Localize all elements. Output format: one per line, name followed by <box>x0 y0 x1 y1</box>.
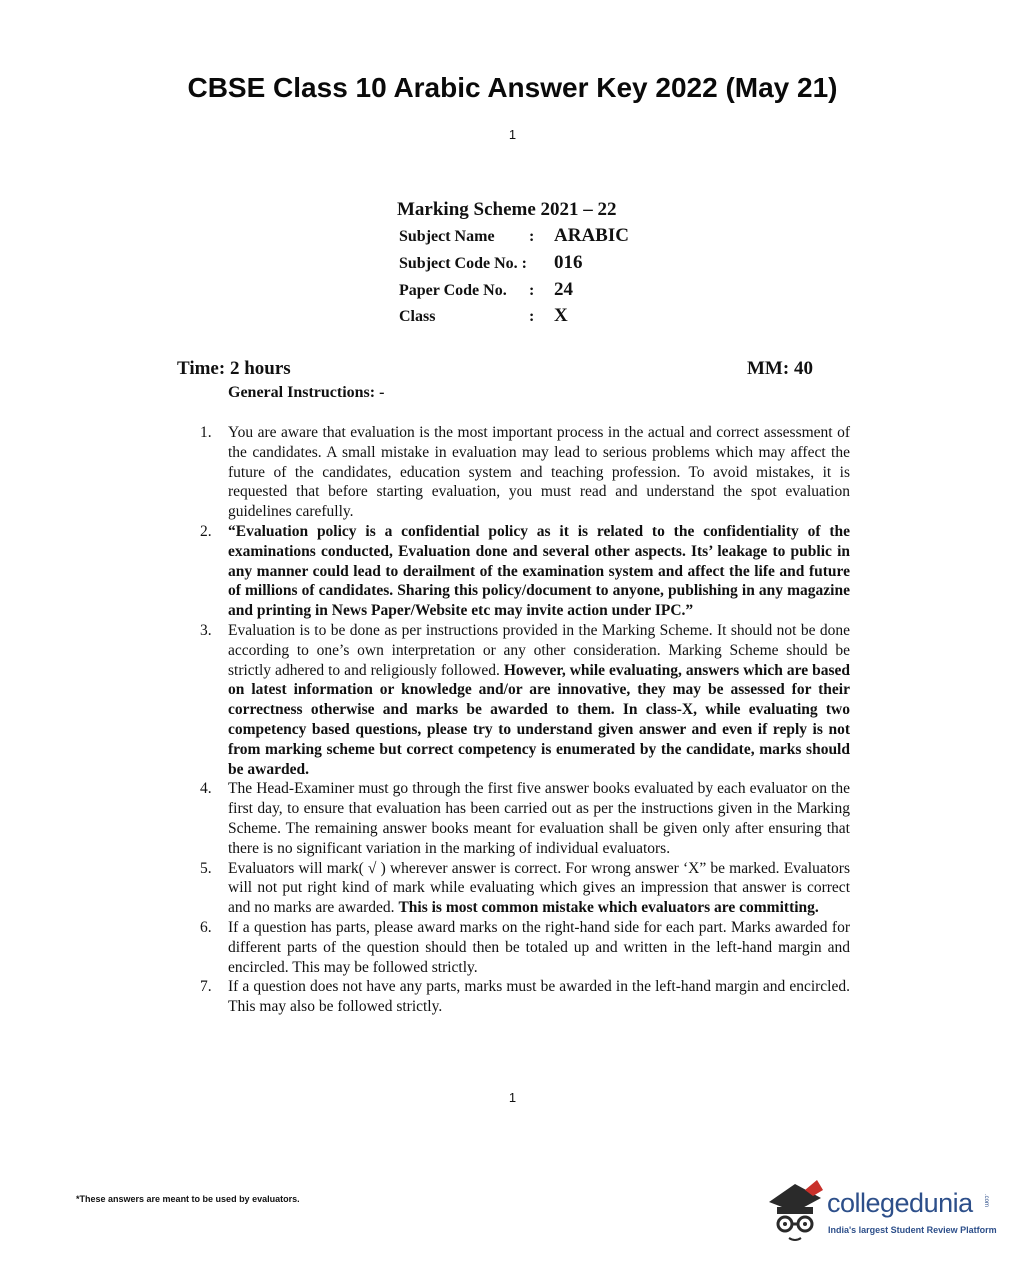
instruction-number: 5. <box>200 859 212 877</box>
general-instructions-heading: General Instructions: - <box>228 384 385 401</box>
logo-tagline: India's largest Student Review Platform <box>828 1225 997 1235</box>
instruction-text: If a question has parts, please award marks on the right-hand side for each part. Marks awarded for different parts of the question should then be totaled up and written in the left-hand margin and encircled. This may be followed strictly. <box>228 918 850 976</box>
meta-label: Subject Name <box>399 228 495 245</box>
instruction-bold-text: However, while evaluating, answers which are based on latest information or knowledge and/or are innovative, they may be assessed for their correctness otherwise and marks be awarded to them. In class-X, while evaluating two competency based questions, please try to understand given answer and even if reply is not from marking scheme but correct competency is enumerated by the candidate, marks should be awarded. <box>228 661 850 778</box>
instruction-number: 2. <box>200 522 212 540</box>
meta-value: 016 <box>554 252 583 273</box>
instruction-item <box>200 977 850 1017</box>
instruction-bold-text: “Evaluation policy is a confidential policy as it is related to the confidentiality of the examinations conducted, Evaluation done and several other aspects. Its’ leakage to public in any manner could lead to derailment of the examination system and affect the life and future of millions of candidates. Sharing this policy/document to anyone, publishing in any magazine and printing in News Paper/Website etc may invite action under IPC.” <box>228 522 850 620</box>
banner-title: CBSE Class 10 Arabic Answer Key 2022 (May 21) <box>187 72 838 103</box>
instruction-text: If a question does not have any parts, marks must be awarded in the left-hand margin and encircled. This may also be followed strictly. <box>228 978 850 1016</box>
meta-value: 24 <box>554 279 573 300</box>
instruction-text: The Head-Examiner must go through the first five answer books evaluated by each evaluator on the first day, to ensure that evaluation has been carried out as per the instructions given in the Marking Scheme. The remaining answer books meant for evaluation shall be given only after ensuring that there is no significant variation in the marking of individual evaluators. <box>228 780 850 857</box>
logo-wordmark: collegedunia <box>827 1188 973 1218</box>
instruction-number: 3. <box>200 621 212 639</box>
instruction-item <box>200 423 850 522</box>
instruction-item <box>200 918 850 977</box>
meta-colon: : <box>529 308 535 325</box>
marking-scheme-title: Marking Scheme 2021 – 22 <box>397 199 617 220</box>
max-marks: MM: 40 <box>747 358 813 379</box>
time-allowed: Time: 2 hours <box>177 358 291 379</box>
instruction-item <box>200 779 850 858</box>
logo-com: .com <box>983 1194 989 1208</box>
page-number-bottom: 1 <box>508 1090 517 1105</box>
instructions-list <box>200 423 850 1017</box>
meta-label: Paper Code No. <box>399 282 507 299</box>
instruction-text: Evaluation is to be done as per instructions provided in the Marking Scheme. It should not be done according to one’s own interpretation or any other consideration. Marking Scheme should be strictly adhered to and religiously followed. <box>228 621 850 679</box>
instruction-number: 4. <box>200 780 212 798</box>
instruction-number: 1. <box>200 424 212 441</box>
instruction-number: 7. <box>200 978 212 996</box>
meta-value: ARABIC <box>554 225 629 246</box>
instruction-item <box>200 859 850 918</box>
meta-label: Subject Code No. : <box>399 255 527 272</box>
evaluator-footnote: *These answers are meant to be used by evaluators. <box>76 1194 300 1204</box>
instruction-number: 6. <box>200 918 212 936</box>
mascot-icon <box>765 1176 825 1248</box>
instruction-text: You are aware that evaluation is the most important process in the actual and correct assessment of the candidates. A small mistake in evaluation may lead to serious problems which may affect the future of the candidates, education system and teaching profession. To avoid mistakes, it is requested that before starting evaluation, you must read and understand the spot evaluation guidelines carefully. <box>228 424 850 521</box>
instruction-item <box>200 522 850 621</box>
meta-colon: : <box>529 282 535 299</box>
meta-colon: : <box>529 228 535 245</box>
instruction-item <box>200 621 850 779</box>
instruction-text: Evaluators will mark( √ ) wherever answer is correct. For wrong answer ‘X” be marked. Evaluators will not put right kind of mark while evaluating which gives an impression that answer is correct and no marks are awarded. <box>228 859 850 917</box>
instruction-bold-text: This is most common mistake which evaluators are committing. <box>398 899 819 917</box>
meta-label: Class <box>399 308 436 325</box>
collegedunia-logo <box>765 1176 995 1252</box>
meta-value: X <box>554 305 568 326</box>
page-number-top: 1 <box>508 127 517 142</box>
